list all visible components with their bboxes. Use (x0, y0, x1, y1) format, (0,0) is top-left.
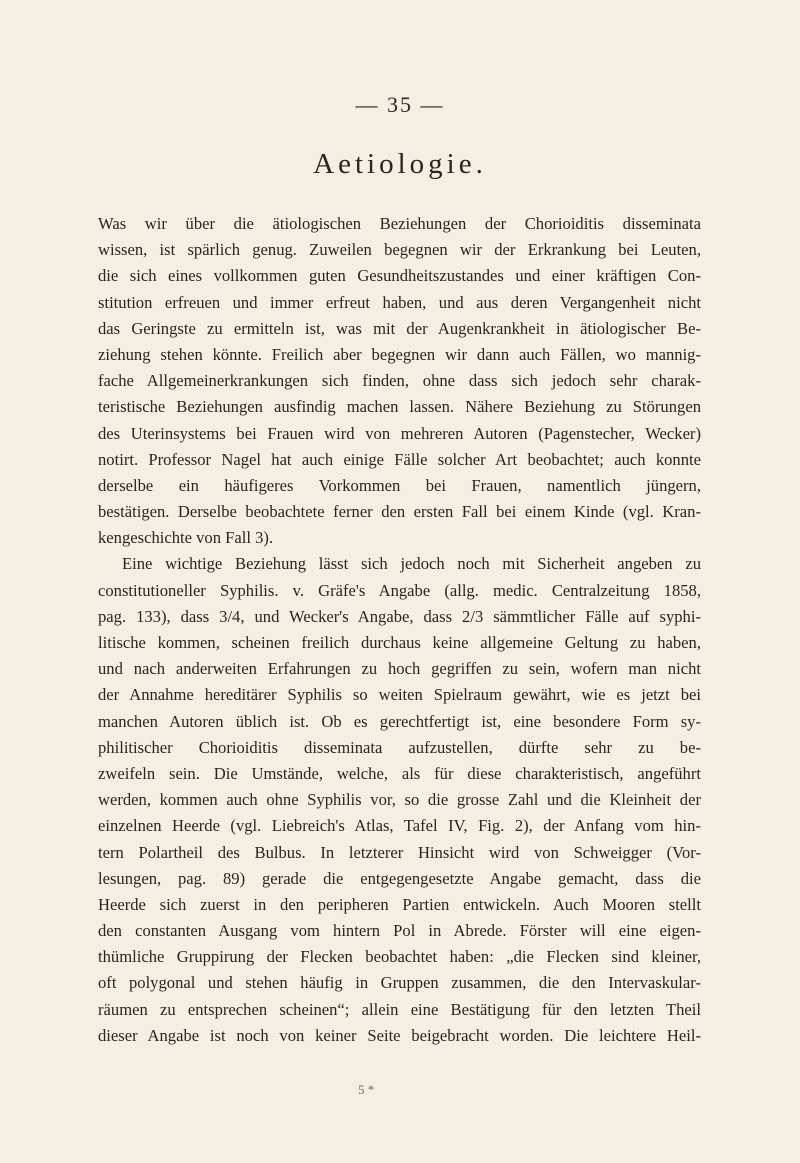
text-line: werden, kommen auch ohne Syphilis vor, so die grosse Zahl und die Kleinheit der (98, 790, 701, 810)
text-line: das Geringste zu ermitteln ist, was mit der Augenkrankheit in ätiologischer Be- (98, 318, 701, 338)
text-line: Heerde sich zuerst in den peripheren Partien entwickeln. Auch Mooren stellt (98, 894, 701, 914)
text-line: und nach anderweiten Erfahrungen zu hoch gegriffen zu sein, wofern man nicht (98, 659, 701, 679)
text-line: zweifeln sein. Die Umstände, welche, als für diese charakteristisch, angeführt (98, 763, 701, 783)
text-line: litische kommen, scheinen freilich durchaus keine allgemeine Geltung zu haben, (98, 633, 701, 652)
text-line: ziehung stehen könnte. Freilich aber begegnen wir dann auch Fällen, wo mannig- (98, 344, 701, 364)
text-line: tern Polartheil des Bulbus. In letzterer Hinsicht wird von Schweigger (Vor- (98, 842, 701, 862)
text-line: des Uterinsystems bei Frauen wird von mehreren Autoren (Pagenstecher, Wecker) (98, 423, 701, 443)
text-line: bestätigen. Derselbe beobachtete ferner den ersten Fall bei einem Kinde (vgl. Kran- (98, 502, 701, 522)
text-line: lesungen, pag. 89) gerade die entgegengesetzte Angabe gemacht, dass die (98, 868, 701, 888)
text-line: Eine wichtige Beziehung lässt sich jedoch noch mit Sicherheit angeben zu (122, 554, 701, 574)
text-line: stitution erfreuen und immer erfreut haben, und aus deren Vergangenheit nicht (98, 292, 701, 312)
text-line: einzelnen Heerde (vgl. Liebreich's Atlas, Tafel IV, Fig. 2), der Anfang vom hin- (98, 816, 701, 836)
text-line: oft polygonal und stehen häufig in Gruppen zusammen, die den Intervaskular- (98, 973, 701, 993)
text-line: derselbe ein häufigeres Vorkommen bei Frauen, namentlich jüngern, (98, 475, 701, 495)
text-line: manchen Autoren üblich ist. Ob es gerechtfertigt ist, eine besondere Form sy- (98, 711, 701, 731)
text-line: fache Allgemeinerkrankungen sich finden, ohne dass sich jedoch sehr charak- (98, 371, 701, 391)
text-line: räumen zu entsprechen scheinen“; allein eine Bestätigung für den letzten Theil (98, 999, 701, 1019)
text-line: notirt. Professor Nagel hat auch einige Fälle solcher Art beobachtet; auch konnte (98, 449, 701, 469)
text-line: pag. 133), dass 3/4, und Wecker's Angabe, dass 2/3 sämmtlicher Fälle auf syphi- (98, 606, 701, 626)
text-line: kengeschichte von Fall 3). (98, 528, 274, 548)
page-title: Aetiologie. (313, 148, 487, 180)
text-line: wissen, ist spärlich genug. Zuweilen begegnen wir der Erkrankung bei Leuten, (98, 240, 701, 260)
text-line: die sich eines vollkommen guten Gesundheitszustandes und einer kräftigen Con- (98, 266, 701, 286)
text-line: dieser Angabe ist noch von keiner Seite beigebracht worden. Die leichtere Heil- (98, 1025, 701, 1045)
signature-mark: 5 * (358, 1082, 375, 1097)
text-line: constitutioneller Syphilis. v. Gräfe's Angabe (allg. medic. Centralzeitung 1858, (98, 580, 701, 600)
body-text (98, 211, 701, 1049)
text-line: Was wir über die ätiologischen Beziehungen der Chorioiditis disseminata (98, 214, 701, 233)
text-line: der Annahme hereditärer Syphilis so weiten Spielraum gewährt, wie es jetzt bei (98, 685, 701, 705)
text-line: den constanten Ausgang vom hintern Pol in Abrede. Förster will eine eigen- (98, 921, 701, 941)
text-line: philitischer Chorioiditis disseminata aufzustellen, dürfte sehr zu be- (98, 737, 701, 757)
page-number: — 35 — (355, 92, 445, 117)
text-line: thümliche Gruppirung der Flecken beobachtet haben: „die Flecken sind kleiner, (98, 947, 701, 967)
text-line: teristische Beziehungen ausfindig machen lassen. Nähere Beziehung zu Störungen (98, 397, 701, 417)
